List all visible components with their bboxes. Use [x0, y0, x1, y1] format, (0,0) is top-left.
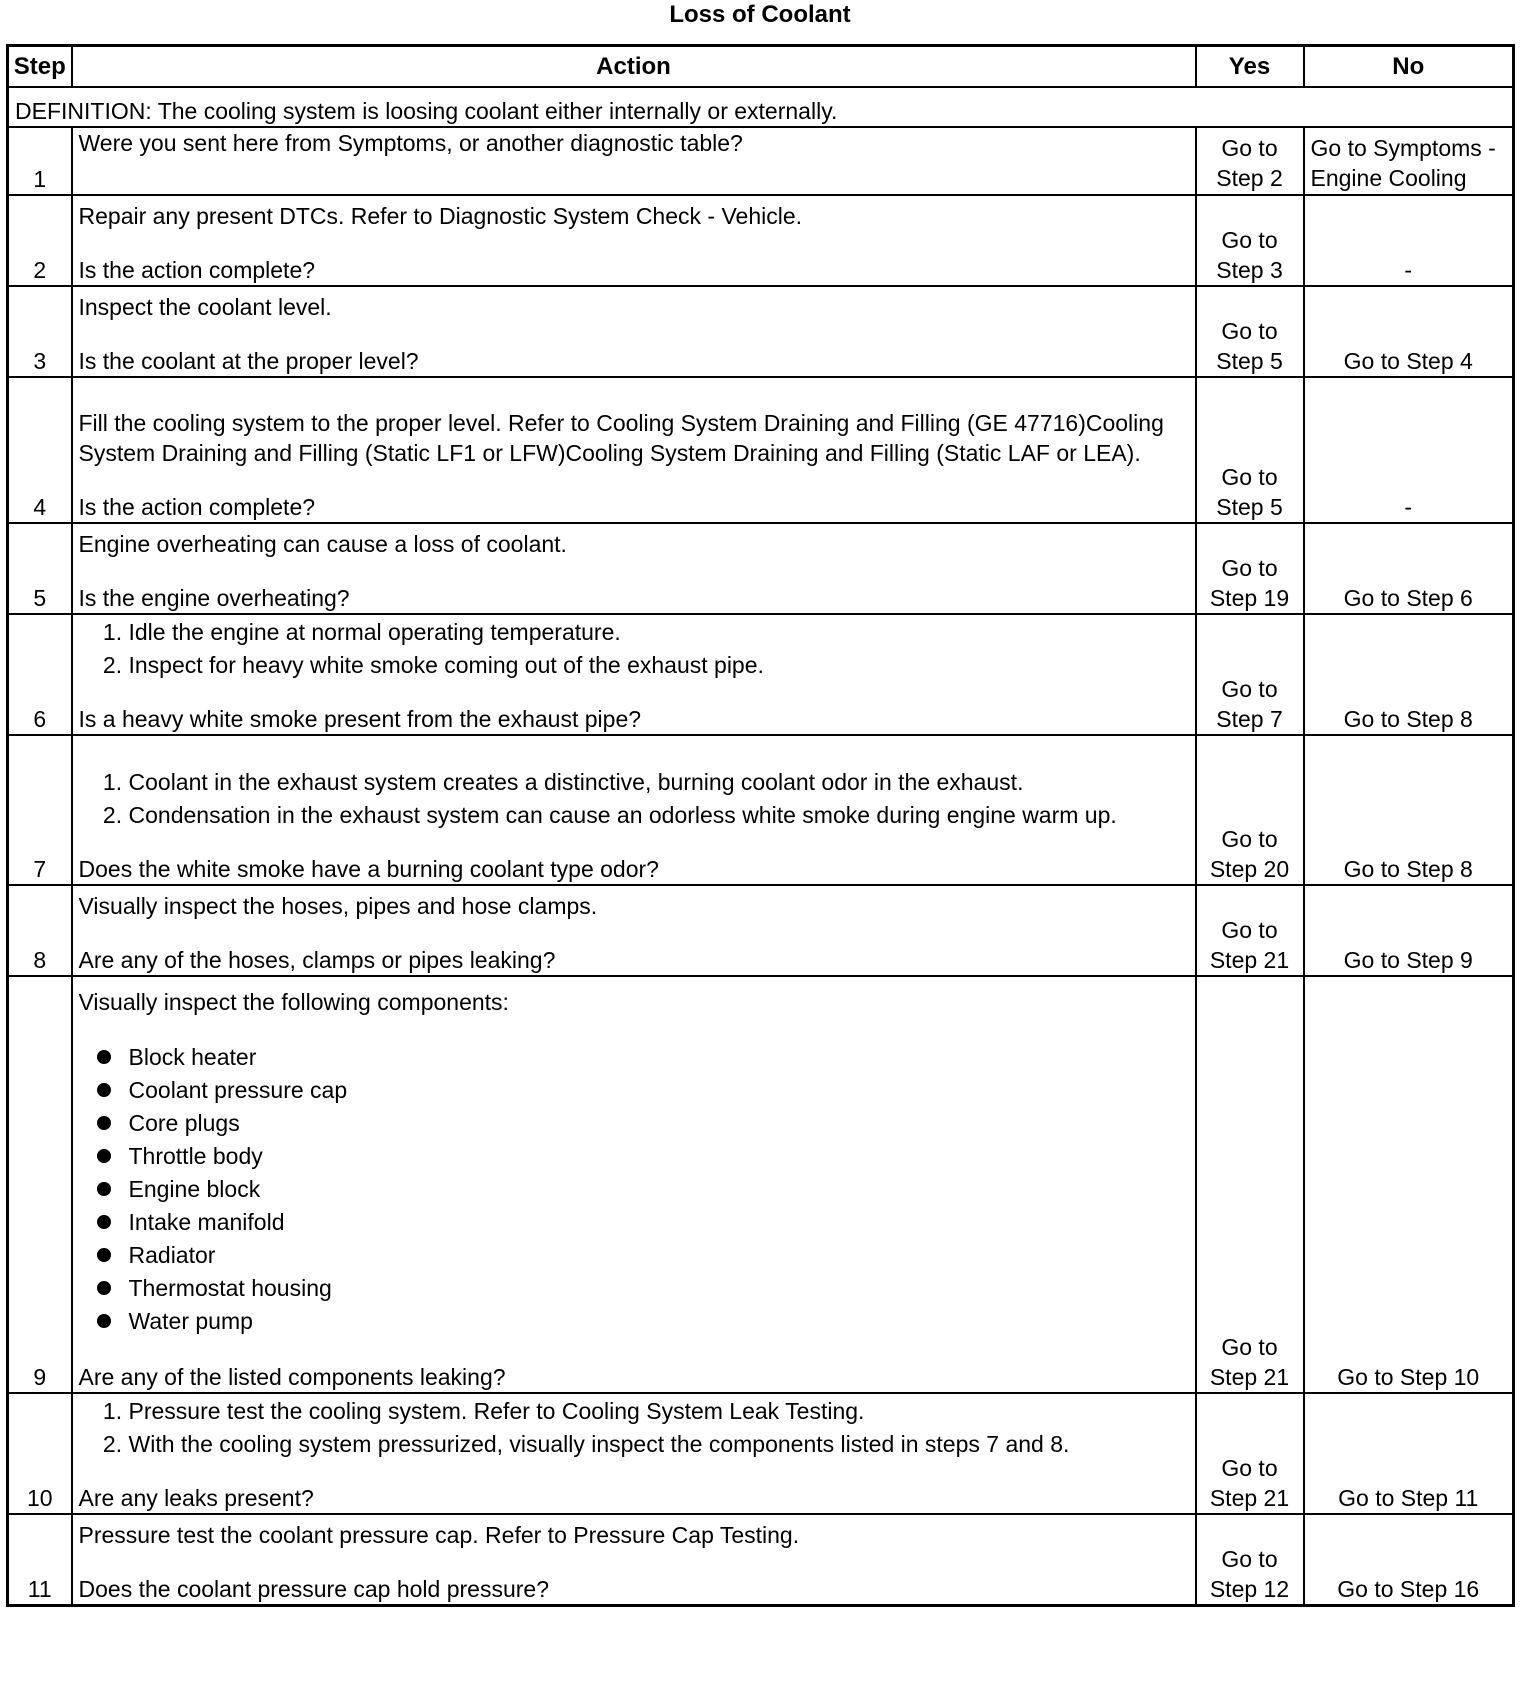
no-cell: Go to Step 4 — [1304, 286, 1514, 377]
step-number: 5 — [8, 523, 72, 614]
yes-cell: Go to Step 7 — [1196, 614, 1304, 735]
list-item: Coolant pressure cap — [129, 1074, 1189, 1107]
list-item: 2. With the cooling system pressurized, visually inspect the components listed in steps 7 and 8. — [129, 1429, 1189, 1459]
header-no: No — [1304, 46, 1514, 88]
action-text: Engine overheating can cause a loss of coolant. — [78, 531, 567, 557]
no-cell: - — [1304, 195, 1514, 286]
action-text: Inspect the coolant level. — [78, 294, 332, 320]
header-action: Action — [72, 46, 1196, 88]
step-number: 7 — [8, 735, 72, 885]
table-row — [8, 1393, 1514, 1514]
definition-row — [8, 87, 1514, 127]
step-number: 10 — [8, 1393, 72, 1514]
numbered-list — [79, 617, 1189, 680]
action-cell — [72, 885, 1196, 976]
action-question: Does the white smoke have a burning coolant type odor? — [78, 856, 659, 882]
definition-text: DEFINITION: The cooling system is loosing coolant either internally or externally. — [8, 87, 1514, 127]
header-yes: Yes — [1196, 46, 1304, 88]
numbered-list — [79, 1396, 1189, 1459]
action-text: Were you sent here from Symptoms, or another diagnostic table? — [78, 130, 743, 156]
list-item: Thermostat housing — [129, 1272, 1189, 1305]
no-cell: Go to Step 11 — [1304, 1393, 1514, 1514]
action-question: Are any of the listed components leaking? — [78, 1364, 506, 1390]
action-question: Is the coolant at the proper level? — [78, 348, 419, 374]
table-row — [8, 195, 1514, 286]
no-cell: Go to Step 8 — [1304, 735, 1514, 885]
list-item: 2. Inspect for heavy white smoke coming out of the exhaust pipe. — [129, 650, 1189, 680]
list-item: 2. Condensation in the exhaust system can cause an odorless white smoke during engine warm up. — [129, 800, 1189, 830]
page-title: Loss of Coolant — [669, 1, 851, 28]
action-text: Fill the cooling system to the proper level. Refer to Cooling System Draining and Filling (GE 47716)Cooling System Draining and Filling (Static LF1 or LFW)Cooling System Draining and Filling (Static LAF or LEA). — [78, 410, 1164, 466]
no-cell: Go to Step 8 — [1304, 614, 1514, 735]
no-cell: Go to Step 10 — [1304, 976, 1514, 1393]
action-cell — [72, 976, 1196, 1393]
action-text: Pressure test the coolant pressure cap. Refer to Pressure Cap Testing. — [78, 1521, 800, 1548]
table-row — [8, 523, 1514, 614]
yes-cell: Go to Step 19 — [1196, 523, 1304, 614]
yes-cell: Go to Step 21 — [1196, 976, 1304, 1393]
table-row — [8, 1514, 1514, 1605]
action-cell — [72, 195, 1196, 286]
yes-cell: Go to Step 20 — [1196, 735, 1304, 885]
header-row — [8, 46, 1514, 88]
action-cell — [72, 127, 1196, 195]
action-question: Are any leaks present? — [78, 1485, 314, 1511]
header-step: Step — [8, 46, 72, 88]
action-question: Is the engine overheating? — [78, 585, 350, 611]
step-number: 11 — [8, 1514, 72, 1605]
action-cell — [72, 1393, 1196, 1514]
action-question: Is the action complete? — [78, 257, 316, 283]
diagnostic-table — [6, 44, 1515, 1607]
yes-cell: Go to Step 21 — [1196, 1393, 1304, 1514]
action-text: Repair any present DTCs. Refer to Diagnostic System Check - Vehicle. — [78, 203, 803, 229]
numbered-list — [79, 767, 1189, 830]
step-number: 9 — [8, 976, 72, 1393]
yes-cell: Go to Step 21 — [1196, 885, 1304, 976]
yes-cell: Go to Step 5 — [1196, 286, 1304, 377]
list-item: Intake manifold — [129, 1206, 1189, 1239]
action-question: Is a heavy white smoke present from the exhaust pipe? — [78, 706, 642, 732]
table-row — [8, 735, 1514, 885]
step-number: 8 — [8, 885, 72, 976]
list-item: 1. Idle the engine at normal operating temperature. — [129, 617, 1189, 647]
action-question: Is the action complete? — [78, 494, 316, 520]
step-number: 2 — [8, 195, 72, 286]
no-cell: Go to Symptoms - Engine Cooling — [1304, 127, 1514, 195]
action-cell — [72, 523, 1196, 614]
step-number: 3 — [8, 286, 72, 377]
table-row — [8, 885, 1514, 976]
yes-cell: Go to Step 5 — [1196, 377, 1304, 523]
action-cell — [72, 377, 1196, 523]
list-item: Core plugs — [129, 1107, 1189, 1140]
table-row — [8, 286, 1514, 377]
action-question: Are any of the hoses, clamps or pipes leaking? — [78, 947, 556, 973]
no-cell: Go to Step 9 — [1304, 885, 1514, 976]
list-item: Engine block — [129, 1173, 1189, 1206]
list-item: Water pump — [129, 1305, 1189, 1338]
no-cell: Go to Step 16 — [1304, 1514, 1514, 1605]
table-row — [8, 976, 1514, 1393]
action-cell — [72, 1514, 1196, 1605]
action-cell — [72, 735, 1196, 885]
step-number: 4 — [8, 377, 72, 523]
list-item: Radiator — [129, 1239, 1189, 1272]
table-row — [8, 127, 1514, 195]
list-item: 1. Pressure test the cooling system. Refer to Cooling System Leak Testing. — [129, 1396, 1189, 1426]
table-row — [8, 614, 1514, 735]
action-text: Visually inspect the hoses, pipes and hose clamps. — [78, 893, 598, 919]
no-cell: Go to Step 6 — [1304, 523, 1514, 614]
no-cell: - — [1304, 377, 1514, 523]
action-text: Visually inspect the following components: — [78, 989, 509, 1015]
action-cell — [72, 614, 1196, 735]
action-question: Does the coolant pressure cap hold pressure? — [78, 1575, 550, 1602]
table-row — [8, 377, 1514, 523]
bullet-list — [79, 1041, 1189, 1338]
list-item: Throttle body — [129, 1140, 1189, 1173]
list-item: 1. Coolant in the exhaust system creates a distinctive, burning coolant odor in the exhaust. — [129, 767, 1189, 797]
yes-cell: Go to Step 12 — [1196, 1514, 1304, 1605]
step-number: 6 — [8, 614, 72, 735]
yes-cell: Go to Step 3 — [1196, 195, 1304, 286]
step-number: 1 — [8, 127, 72, 195]
list-item: Block heater — [129, 1041, 1189, 1074]
yes-cell: Go to Step 2 — [1196, 127, 1304, 195]
action-cell — [72, 286, 1196, 377]
